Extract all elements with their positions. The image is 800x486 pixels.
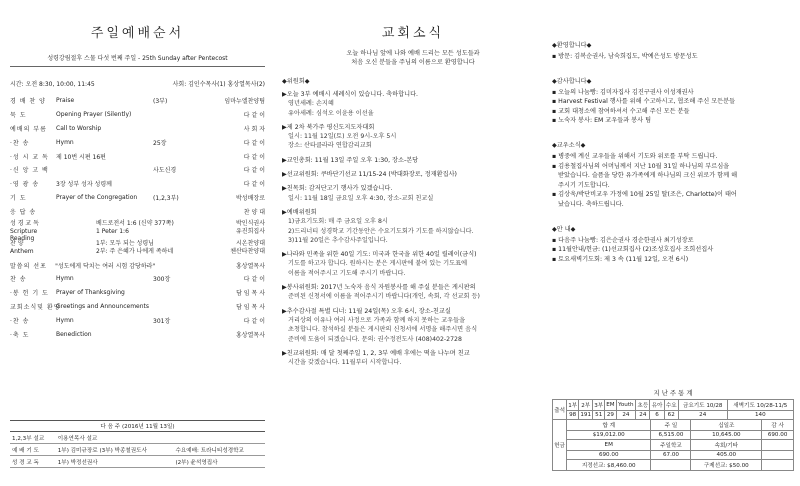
order-item-detail: (3부): [153, 98, 168, 106]
next-week-title: 다 음 주 (2016년 11월 13일): [10, 420, 265, 432]
service-leader: 사회: 김인수목사(1) 홍상열목사(2): [172, 81, 265, 88]
right-section: [552, 140, 794, 210]
offering-cell: 10,645.00: [691, 431, 762, 440]
anthem-label-en: Anthem: [10, 247, 34, 255]
scripture-passage: 베드로전서 1:6 (신약 377쪽): [96, 220, 174, 228]
right-section-heading: ◆안 내◆: [552, 225, 576, 233]
anthem-label: 찬 양: [10, 240, 24, 248]
schedule-label: 예 배 기 도: [10, 444, 56, 456]
right-list-item: ▪ 오늘의 나눔빵: 김미자집사 김진구권사 이성재권사: [552, 88, 694, 96]
offering-cell: 감 사: [762, 420, 794, 431]
attendance-value: 24: [616, 411, 636, 420]
news-item-line: 준비된 신청서에 이름을 적어주시기 바랍니다(개인, 속회, 각 선교회 등): [288, 293, 480, 301]
attendance-header: 새벽기도 10/28-11/5: [727, 400, 793, 411]
order-item-english: Prayer of the Congregation: [56, 193, 138, 201]
order-list: [10, 94, 265, 218]
right-section-heading: ◆감사합니다◆: [552, 77, 592, 85]
news-item-line: 유아세례: 심석오 이윤용 이선율: [288, 109, 374, 117]
news-item-heading: ▶친교위원회: 매 달 첫째주일 1, 2, 3부 예배 후에는 떡을 나누며 친교: [282, 349, 470, 357]
right-list-item: ▪ 김상욱/박단비교우 가정에 10월 25일 딸(조은, Charlotte)이 태어: [552, 191, 737, 199]
order-item-english: Greetings and Announcements: [56, 302, 150, 310]
offering-row: [553, 440, 794, 451]
news-item: [282, 123, 544, 151]
order-item-label: ·봉 헌 기 도: [10, 290, 49, 298]
order-item-label: ·찬 송: [10, 139, 30, 147]
offering-cell: [651, 460, 691, 471]
intro-line-2: 처음 오신 분들을 주님의 이름으로 환영합니다: [351, 58, 475, 66]
attendance-title: 지 난 주 통 계: [653, 389, 693, 397]
order-item-label: 찬 송: [10, 276, 27, 284]
attendance-value: 51: [593, 411, 605, 420]
attendance-header: EM: [605, 400, 616, 411]
right-section: [552, 224, 794, 265]
offering-cell: 주일학교: [651, 440, 691, 451]
order-item-english: Hymn: [56, 316, 74, 324]
news-item: [282, 184, 544, 203]
news-item: [282, 307, 544, 344]
offering-row: [553, 420, 794, 431]
order-row: [10, 327, 265, 341]
order-subtitle: 성령강림절후 스물 다섯 번째 주일 - 25th Sunday after Pentecost: [47, 55, 228, 62]
order-item-label: 묵 도: [10, 112, 27, 120]
order-row: [10, 163, 265, 177]
divider: [10, 66, 265, 67]
offering-cell: 6,515.00: [651, 431, 691, 440]
order-row: [10, 286, 265, 300]
order-item-label: 예배의 부름: [10, 125, 47, 133]
attendance-value: 191: [580, 412, 592, 418]
offering-cell: EM: [567, 440, 651, 451]
order-item-english: Opening Prayer (Silently): [56, 111, 132, 119]
right-list-item: 주시기 기도합니다.: [558, 181, 610, 189]
news-item-line: 초청합니다. 참석하실 분들은 게시판의 신청서에 서명을 해주시면 음식: [288, 326, 478, 334]
order-title: 주일예배순서: [90, 26, 185, 41]
news-item-line: 3)11월 20일은 추수감사주일입니다.: [288, 236, 388, 244]
offering-cell: 67.00: [651, 451, 691, 460]
right-section-heading: ◆환영합니다◆: [552, 42, 592, 49]
order-row: [10, 108, 265, 122]
order-row: [10, 258, 265, 272]
offering-table: [552, 419, 794, 471]
offering-cell: 지정선교: $8,460.00: [567, 460, 651, 471]
order-row: [10, 122, 265, 136]
news-item-heading: ▶제 2차 북가주 평신도지도자대회: [282, 123, 375, 131]
order-row: [10, 149, 265, 163]
service-time: 시간: 오전 8:30, 10:00, 11:45: [10, 81, 95, 88]
order-item-label: 응 답 송: [10, 208, 37, 216]
news-item-line: 준비에 도움이 되겠습니다. 문의: 권수정전도사 (408)402-2728: [288, 335, 462, 343]
scripture-reader: 박인식권사: [236, 220, 265, 228]
order-item-english: Benediction: [56, 330, 92, 338]
order-item-leader: 다 같 이: [243, 139, 265, 147]
right-section: [552, 40, 794, 62]
order-item-detail: (1,2,3부): [153, 194, 179, 202]
news-item: [282, 170, 544, 179]
order-row-anthem: [10, 238, 265, 258]
order-item-leader: 다 같 이: [243, 317, 265, 325]
news-item: [282, 349, 544, 368]
attendance-value: 24: [678, 411, 727, 420]
right-list-item: ▪ 김용철집사님의 어머님께서 지난 10월 31일 하나님의 부르심을: [552, 162, 730, 170]
order-item-detail: 301장: [153, 317, 171, 325]
scripture-label: 성 경 교 독: [10, 220, 39, 228]
order-item-label: ·축 도: [10, 331, 30, 339]
order-item-leader: 다 같 이: [243, 167, 265, 175]
order-row: [10, 204, 265, 218]
order-item-leader: 찬 양 대: [243, 208, 265, 216]
attendance-header: 초등: [636, 400, 650, 411]
order-item-leader: 다 같 이: [243, 112, 265, 120]
schedule-value: 이용연목사 설교: [56, 432, 174, 444]
news-item-heading: ▶예배위원회: [282, 208, 317, 216]
offering-row: [553, 460, 794, 471]
right-section-list: [552, 52, 794, 62]
attendance-header: 금요기도 10/28: [678, 400, 727, 411]
news-item-line: 1)금요기도회: 매 주 금요일 오후 8시: [288, 218, 388, 226]
news-item: [282, 156, 544, 165]
right-list-item: 났습니다. 축하드립니다.: [558, 201, 624, 209]
right-list-item: ▪ Harvest Festival 행사를 위해 수고하시고, 협조해 주신 모든분들: [552, 98, 736, 106]
order-item-english: Praise: [56, 97, 75, 105]
left-column: [10, 0, 265, 341]
offering-cell: 속회/기타: [691, 440, 762, 451]
order-row: [10, 135, 265, 149]
committee-header: ◆위원회◆: [282, 77, 310, 85]
order-item-label: ·신 앙 고 백: [10, 167, 49, 175]
news-item: [282, 250, 544, 278]
right-list-item: ▪ 토요새벽기도회: 제 3 속 (11월 12일, 오전 6시): [552, 255, 689, 263]
order-item-label: ·성 시 교 독: [10, 153, 49, 161]
attendance-header: 2부: [579, 400, 593, 411]
news-item-heading: ▶선교위원회: 쿠바단기선교 11/15-24 (박대화장로, 정재환집사): [282, 171, 457, 179]
attendance-header: Youth: [616, 400, 636, 411]
anthem-choir1: 시온찬양대: [236, 240, 265, 248]
scripture-label-en: Scripture Reading: [10, 227, 38, 243]
order-item-leader: 홍상열목사: [236, 331, 265, 339]
order-item-leader: 사 회 자: [243, 125, 265, 133]
right-section-heading: ◆교우소식◆: [552, 142, 586, 150]
news-item-heading: ▶봉사위원회: 2017년 노숙자 음식 자원봉사를 해 주실 분들은 게시판의: [282, 284, 476, 292]
order-item-leader: 박성배장로: [236, 194, 265, 202]
offering-row: [553, 431, 794, 440]
attendance-header: 1부: [567, 400, 579, 411]
schedule-extra: (2부) 윤석영집사: [173, 456, 265, 468]
news-item-line: 이름을 적어주시고 기도해 주시기 바랍니다.: [288, 269, 406, 277]
order-item-english: Prayer of Thanksgiving: [56, 289, 125, 297]
news-item-line: 거리상의 이유나 여러 사정으로 가족과 함께 하지 못하는 교우들을: [288, 316, 466, 324]
offering-cell: 합 계: [567, 420, 651, 431]
order-list-2: [10, 258, 265, 341]
order-item-label: ·영 광 송: [10, 181, 40, 189]
intro-line-1: 오늘 하나님 앞에 나와 예배 드리는 모든 성도들과: [346, 50, 480, 57]
right-section: [552, 76, 794, 126]
schedule-value: 1부) 박정선권사: [56, 456, 174, 468]
right-list-item: ▪ 방문: 김복순권사, 남숙희집도, 박예은성도 방문성도: [552, 53, 698, 60]
attendance-header: 수요: [664, 400, 678, 411]
schedule-row: [10, 456, 265, 468]
news-item-line: 일시: 11월 12일(토) 오전 9시-오후 5시: [288, 133, 397, 141]
attendance-table: [552, 399, 794, 420]
right-section-list: [552, 88, 794, 126]
order-item-english: Call to Worship: [56, 124, 102, 132]
right-list-item: ▪ 다음주 나눔빵: 김은순권사 경순한권사 최기성장로: [552, 236, 694, 244]
attendance-value: 140: [727, 411, 793, 420]
order-row: [10, 94, 265, 108]
schedule-value: 1부) 김미규장로 (3부) 박종철권도사: [56, 444, 174, 456]
offering-cell: [762, 460, 794, 471]
scripture-reader2: 유진희집사: [236, 227, 265, 235]
right-sections: [552, 40, 794, 265]
offering-cell: 690.00: [567, 451, 651, 460]
order-item-leader: 다 같 이: [243, 153, 265, 161]
schedule-extra: 수요예배: 트라니티성경학교: [173, 444, 265, 456]
attendance-value: 62: [664, 411, 678, 420]
attendance-value: 29: [605, 411, 616, 420]
order-item-leader: 다 같 이: [243, 276, 265, 284]
attendance-stats: [552, 388, 794, 471]
order-item-leader: 홍상열목사: [236, 262, 265, 270]
right-list-item: ▪ 노숙자 봉사: EM 교우들과 봉사 팀: [552, 117, 652, 125]
offering-cell: [762, 440, 794, 451]
offering-cell: 십일조: [691, 420, 762, 431]
news-item: [282, 90, 544, 118]
order-item-label: 경 배 찬 양: [10, 98, 46, 106]
welcome-intro: [282, 50, 544, 68]
news-item-heading: ▶나라와 민족을 위한 40일 기도: 미국과 한국을 위한 40일 릴레이(금식): [282, 251, 477, 259]
scripture-passage-en: 1 Peter 1:6: [96, 227, 129, 235]
attendance-label: 출석: [553, 400, 567, 420]
schedule-row: [10, 432, 265, 444]
right-list-item: ▪ 병중에 계신 교우들을 위해서 기도와 위로를 부탁 드립니다.: [552, 153, 718, 161]
right-list-item: 받았습니다. 슬픔을 당한 유가족에게 하나님의 크신 위로가 함께 해: [558, 172, 738, 180]
news-item: [282, 208, 544, 245]
order-item-english: 제 10번 시편 16편: [56, 153, 106, 161]
news-list: [282, 90, 544, 367]
news-item-line: 일시: 11월 18일 금요일 오후 4:30, 장소-교회 친교실: [288, 194, 434, 202]
anthem-song2: 2부: 주 은혜가 나에게 족하네: [96, 247, 174, 255]
offering-cell: 주 일: [651, 420, 691, 431]
middle-column: [282, 0, 544, 367]
order-row: [10, 177, 265, 191]
order-item-english: Hymn: [56, 138, 74, 146]
order-item-leader: 다 같 이: [243, 181, 265, 189]
news-item-line: 2)드리너티 성경학교 기간동안은 수요기도회가 기도를 하지않습니다.: [288, 227, 474, 235]
time-row: [10, 79, 265, 88]
news-item-line: 장소: 산타클라라 연합감리교회: [288, 142, 372, 150]
right-column: [552, 0, 794, 279]
order-item-label: 교회소식및 환영: [10, 303, 61, 311]
news-item-heading: ▶오늘 3부 예배시 세례식이 있습니다. 축하합니다.: [282, 90, 419, 98]
news-title: 교회소식: [381, 26, 445, 41]
right-section-list: [552, 236, 794, 265]
offering-cell: [762, 451, 794, 460]
order-item-english: Hymn: [56, 275, 74, 283]
offering-cell: 구제선교: $50.00: [691, 460, 762, 471]
right-section-list: [552, 152, 794, 210]
anthem-song1: 1부: 모두 되는 성령님: [96, 240, 154, 248]
order-item-label: 기 도: [10, 194, 27, 202]
order-row: [10, 191, 265, 205]
offering-cell: $19,012.00: [567, 431, 651, 440]
schedule-row: [10, 444, 265, 456]
news-item: [282, 283, 544, 302]
next-week-schedule: [10, 420, 265, 468]
attendance-header: 3부: [593, 400, 605, 411]
news-item-heading: ▶친목회: 감저단고기 행사가 있겠습니다.: [282, 185, 393, 193]
order-item-leader: 담 임 목 사: [236, 290, 265, 298]
order-item-english: 3장 성부 성자 성령께: [56, 181, 112, 189]
order-item-detail: 300장: [153, 276, 171, 284]
anthem-choir2: 첸산타찬양대: [230, 247, 265, 255]
schedule-extra: [173, 432, 265, 444]
order-item-detail: 25장: [153, 139, 167, 147]
news-item-line: 시간을 갖겠습니다. 11월부터 시작합니다.: [288, 359, 402, 367]
news-item-line: 영년세례: 손지혜: [288, 100, 334, 108]
offering-label: 헌금: [553, 420, 567, 471]
attendance-header: 유아: [650, 400, 664, 411]
offering-cell: 690.00: [762, 431, 794, 440]
order-item-detail: 사도신경: [153, 167, 177, 175]
offering-row: [553, 451, 794, 460]
news-item-line: 기도를 하고자 합니다. 원하시는 분은 게시판에 붙여 있는 기도표에: [288, 260, 468, 268]
order-item-leader: 임마누엘찬양팀: [224, 98, 265, 106]
right-list-item: ▪ 교회 대청소에 참여하셔서 수고해 주신 모든 분들: [552, 107, 690, 115]
order-row: [10, 300, 265, 314]
order-row: [10, 272, 265, 286]
offering-cell: 405.00: [691, 451, 762, 460]
attendance-value: 6: [650, 411, 664, 420]
right-list-item: ▪ 11월안내/헌금: (1)선교회집사 (2)조성호집사 조희선집사: [552, 246, 714, 254]
attendance-value: 24: [636, 411, 650, 420]
attendance-value: 98: [567, 411, 579, 420]
order-row-scripture: [10, 218, 265, 243]
news-item-heading: ▶교인총회: 11월 13일 주일 오후 1:30, 장소-본당: [282, 156, 419, 164]
order-item-label: 말씀의 선포: [10, 262, 47, 270]
news-item-heading: ▶추수감사절 특별 디너: 11월 24일(목) 오후 6시, 장소-친교실: [282, 307, 451, 315]
order-row: [10, 313, 265, 327]
attendance-header-row: [553, 400, 794, 411]
order-item-leader: 담 임 목 사: [236, 303, 265, 311]
order-item-label: ·찬 송: [10, 317, 30, 325]
next-week-table: [10, 432, 265, 468]
order-item-english: "성도에게 닥치는 여러 시험 감당하라": [55, 262, 156, 270]
schedule-label: 성 경 교 독: [10, 456, 56, 468]
schedule-label: 1,2,3부 설교: [10, 432, 56, 444]
